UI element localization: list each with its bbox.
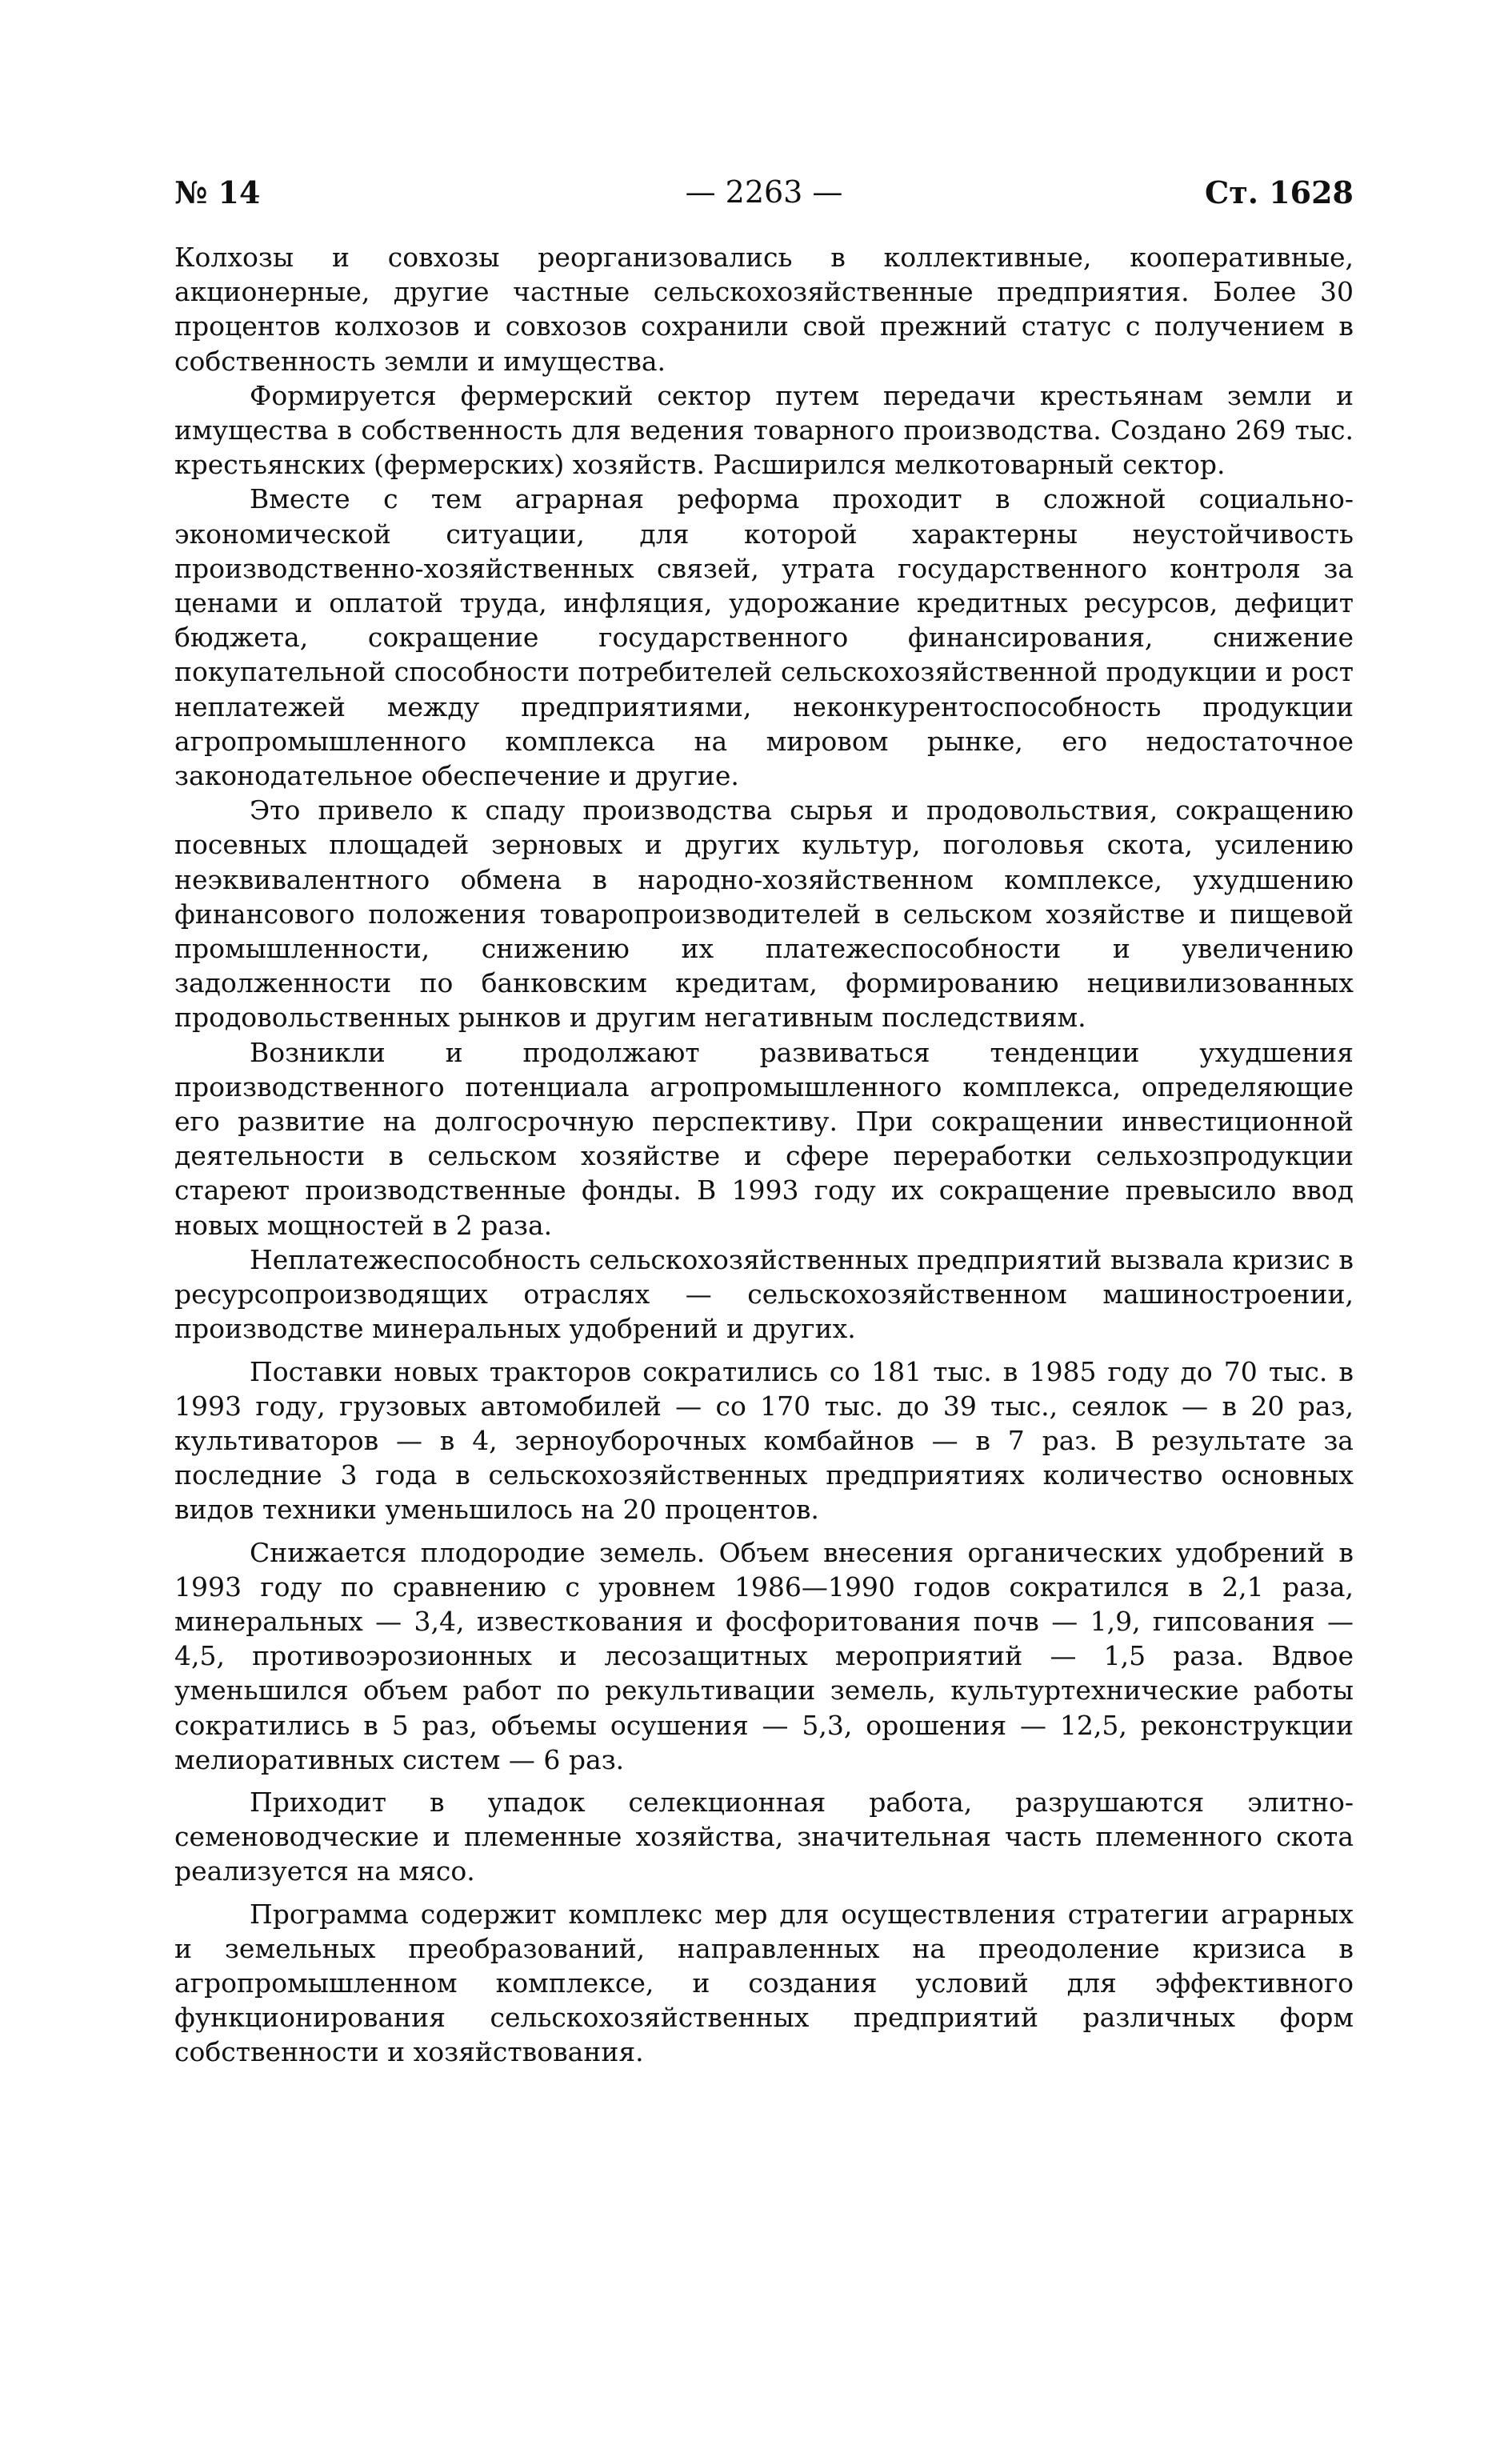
page-header <box>174 174 1354 222</box>
paragraph-4: Это привело к спаду производства сырья и продовольствия, сокращению посевных площадей зерновых и других культур, поголовья скота, усилению неэквивалентного обмена в народно-хозяйственном комплексе, ухудшению финансового положения товаропроизводителей в сельском хозяйстве и пищевой промышленности, снижению их платежеспособности и увеличению задолженности по банковским кредитам, формированию нецивилизованных продовольственных рынков и другим негативным последствиям. <box>174 794 1354 1034</box>
paragraph-5: Возникли и продолжают развиваться тенденции ухудшения производственного потенциала агропромышленного комплекса, определяющие его развитие на долгосрочную перспективу. При сокращении инвестиционной деятельности в сельском хозяйстве и сфере переработки сельхозпродукции стареют производственные фонды. В 1993 году их сокращение превысило ввод новых мощностей в 2 раза. <box>174 1036 1354 1241</box>
paragraph-8: Снижается плодородие земель. Объем внесения органических удобрений в 1993 году по сравнению с уровнем 1986—1990 годов сократился в 2,1 раза, минеральных — 3,4, известкования и фосфоритования почв — 1,9, гипсования — 4,5, противоэрозионных и лесозащитных мероприятий — 1,5 раза. Вдвое уменьшился объем работ по рекультивации земель, культуртехнические работы сократились в 5 раз, объемы осушения — 5,3, орошения — 12,5, реконструкции мелиоративных систем — 6 раз. <box>174 1536 1354 1775</box>
paragraph-10: Программа содержит комплекс мер для осуществления стратегии аграрных и земельных преобразований, направленных на преодоление кризиса в агропромышленном комплексе, и создания условий для эффективного функционирования сельскохозяйственных предприятий различных форм собственности и хозяйствования. <box>174 1898 1354 2068</box>
body-text <box>174 240 1354 2070</box>
paragraph-3: Вместе с тем аграрная реформа проходит в сложной социально-экономической ситуации, для которой характерны неустойчивость производственно-хозяйственных связей, утрата государственного контроля за ценами и оплатой труда, инфляция, удорожание кредитных ресурсов, дефицит бюджета, сокращение государственного финансирования, снижение покупательной способности потребителей сельскохозяйственной продукции и рост неплатежей между предприятиями, неконкурентоспособность продукции агропромышленного комплекса на мировом рынке, его недостаточное законодательное обеспечение и другие. <box>174 483 1354 792</box>
article-number: Ст. 1628 <box>1204 174 1354 210</box>
paragraph-9: Приходит в упадок селекционная работа, разрушаются элитно-семеноводческие и племенные хозяйства, значительная часть племенного скота реализуется на мясо. <box>174 1786 1354 1887</box>
issue-number: № 14 <box>174 174 261 210</box>
paragraph-1: Колхозы и совхозы реорганизовались в коллективные, кооперативные, акционерные, другие частные сельскохозяйственные предприятия. Более 30 процентов колхозов и совхозов сохранили свой прежний статус с получением в собственность земли и имущества. <box>174 242 1354 377</box>
paragraph-2: Формируется фермерский сектор путем передачи крестьянам земли и имущества в собственность для ведения товарного производства. Создано 269 тыс. крестьянских (фермерских) хозяйств. Расширился мелкотоварный сектор. <box>174 379 1354 481</box>
paragraph-6: Неплатежеспособность сельскохозяйственных предприятий вызвала кризис в ресурсопроизводящих отраслях — сельскохозяйственном машиностроении, производстве минеральных удобрений и других. <box>174 1243 1354 1345</box>
paragraph-7: Поставки новых тракторов сократились со 181 тыс. в 1985 году до 70 тыс. в 1993 году, грузовых автомобилей — со 170 тыс. до 39 тыс., сеялок — в 20 раз, культиваторов — в 4, зерноуборочных комбайнов — в 7 раз. В результате за последние 3 года в сельскохозяйственных предприятиях количество основных видов техники уменьшилось на 20 процентов. <box>174 1355 1354 1526</box>
page-number: — 2263 — <box>685 174 843 210</box>
